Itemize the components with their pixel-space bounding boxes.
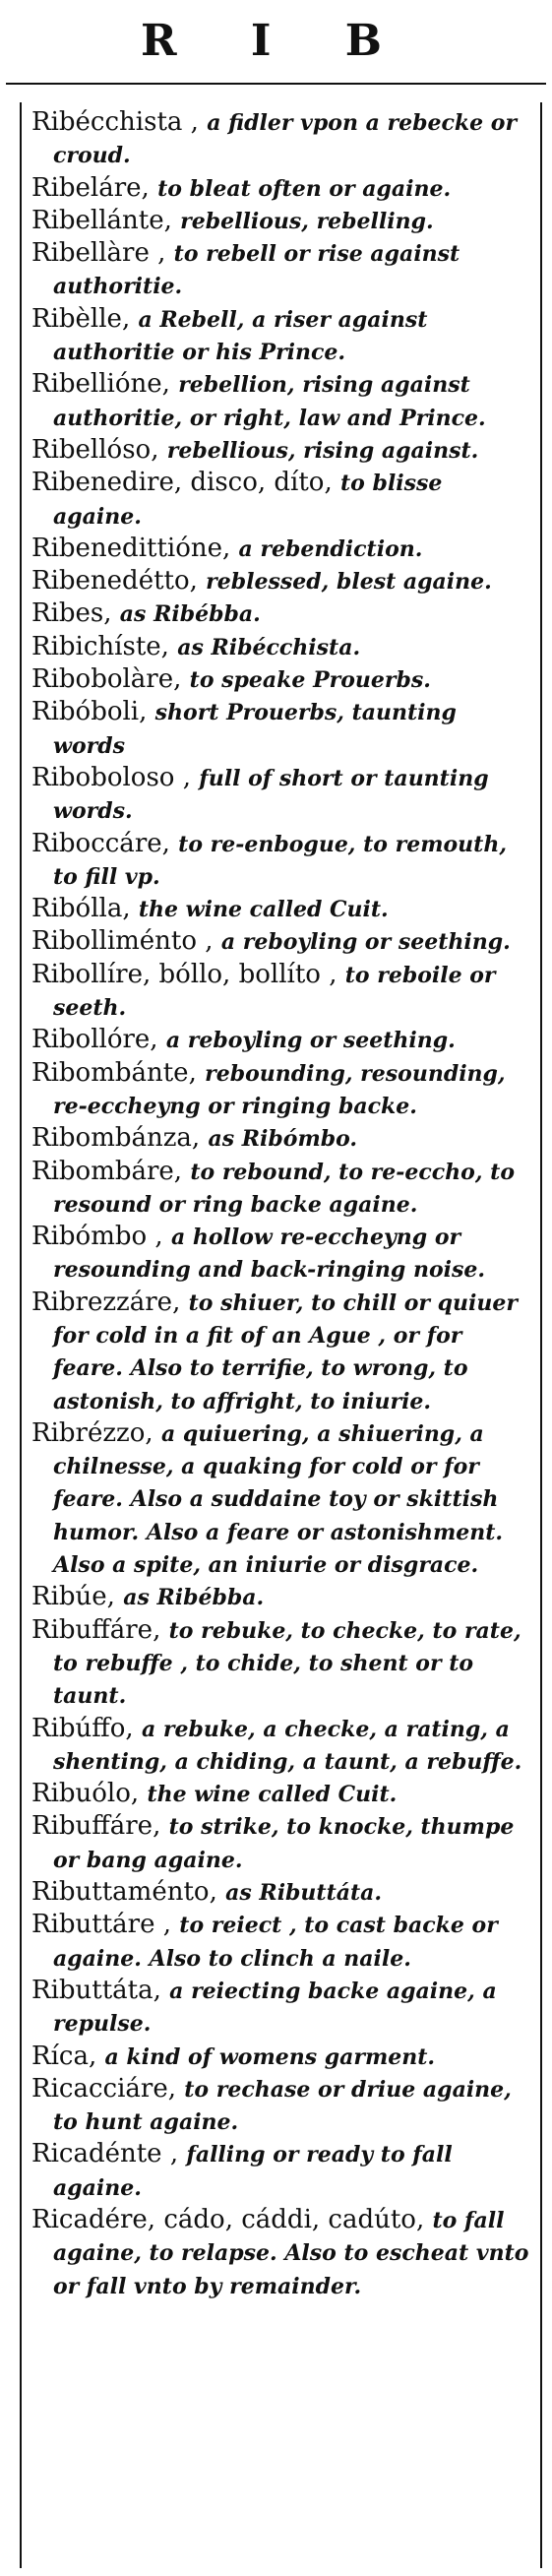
entry-headword: Ribombánte, (31, 1057, 197, 1088)
page-header-title: R I B (141, 16, 411, 66)
entry-definition: a fidler vpon a rebecke or croud. (53, 110, 518, 169)
entry-definition: a Rebell, a riser against authoritie or his Prince. (53, 306, 428, 366)
entry-headword: Ribichíste, (31, 631, 169, 661)
entry-headword: Ribellàre , (31, 238, 166, 269)
dictionary-entry (31, 1024, 532, 1056)
entry-headword: Ribellánte, (31, 205, 172, 235)
entry-headword: Ributtaménto, (31, 1877, 217, 1908)
dictionary-entry (31, 1909, 532, 1975)
entry-headword: Ribellióne, (31, 369, 170, 400)
dictionary-entry (31, 2138, 532, 2204)
entry-headword: Ribuffáre, (31, 1614, 161, 1645)
dictionary-entry (31, 959, 532, 1025)
entry-definition: a kind of womens garment. (104, 2043, 436, 2070)
entry-definition: to reiect , to cast backe or againe. Also to clinch a naile. (53, 1913, 498, 1972)
entry-headword: Ribenedire, disco, díto, (31, 468, 333, 498)
entry-definition: a reboyling or seething. (220, 929, 511, 956)
entry-definition: full of short or taunting words. (53, 765, 489, 825)
entry-headword: Ricacciáre, (31, 2073, 176, 2104)
entry-headword: Ribollíre, bóllo, bollíto , (31, 959, 337, 989)
entry-headword: Ribúe, (31, 1582, 115, 1612)
dictionary-entry (31, 663, 532, 696)
entry-definition: to rebuke, to checke, to rate, to rebuffe , to chide, to shent or to taunt. (53, 1617, 521, 1710)
entry-headword: Ribómbo , (31, 1222, 163, 1252)
entry-definition: rebellious, rising against. (166, 437, 479, 464)
entry-headword: Ribólla, (31, 894, 131, 924)
dictionary-entry (31, 467, 532, 533)
dictionary-entry (31, 1122, 532, 1155)
entry-definition: a rebendiction. (238, 535, 423, 562)
entry-headword: Ribrezzáre, (31, 1287, 181, 1317)
dictionary-entry (31, 1810, 532, 1876)
dictionary-entry (31, 828, 532, 894)
dictionary-entry (31, 565, 532, 597)
dictionary-entry (31, 1713, 532, 1779)
entry-definition: to rechase or driue againe, to hunt againe. (53, 2076, 512, 2136)
dictionary-entry (31, 893, 532, 925)
dictionary-entry (31, 762, 532, 828)
entry-headword: Ricadére, cádo, cáddi, cadúto, (31, 2205, 425, 2234)
dictionary-entry (31, 1287, 532, 1417)
entry-headword: Ribolliménto , (31, 926, 214, 957)
entry-headword: Ributtáre , (31, 1910, 172, 1940)
entry-headword: Ribenedittióne, (31, 533, 231, 563)
entry-definition: a hollow re-eccheyng or resounding and back-ringing noise. (53, 1225, 486, 1284)
entry-definition: to blisse againe. (53, 471, 443, 530)
entry-headword: Ribúffo, (31, 1713, 134, 1743)
entry-definition: rebellious, rebelling. (180, 208, 434, 234)
entry-headword: Ributtáta, (31, 1975, 161, 2005)
dictionary-entry (31, 925, 532, 958)
entry-headword: Ribrézzo, (31, 1417, 153, 1448)
dictionary-entry (31, 597, 532, 630)
entry-definition: to rebound, to re-eccho, to resound or ring backe againe. (53, 1159, 515, 1218)
entry-definition: rebellion, rising against authoritie, or right, law and Prince. (53, 372, 486, 431)
entries-column (20, 102, 542, 2568)
entry-headword: Ribuffáre, (31, 1811, 161, 1842)
dictionary-entry (31, 237, 532, 303)
entry-headword: Ribenedétto, (31, 566, 198, 597)
entry-definition: falling or ready to fall againe. (53, 2142, 453, 2201)
dictionary-entry (31, 2204, 532, 2302)
dictionary-entry (31, 533, 532, 565)
entry-headword: Ríca, (31, 2041, 97, 2071)
entry-definition: to fall againe, to relapse. Also to escheat vnto or fall vnto by remainder. (53, 2208, 529, 2299)
entry-headword: Ribombánza, (31, 1123, 201, 1154)
dictionary-entry (31, 1417, 532, 1581)
entry-definition: to speake Prouerbs. (189, 667, 431, 694)
entry-headword: Ribuólo, (31, 1779, 140, 1809)
entry-definition: to re-enbogue, to remouth, to fill vp. (53, 831, 507, 890)
entry-definition: as Ribébba. (119, 601, 261, 628)
dictionary-entry (31, 368, 532, 434)
entry-headword: Ribeláre, (31, 172, 150, 203)
entry-headword: Ribellóso, (31, 434, 159, 465)
dictionary-entry (31, 1876, 532, 1909)
entry-definition: as Ribómbo. (208, 1126, 358, 1153)
entry-definition: the wine called Cuit. (147, 1782, 398, 1808)
dictionary-entry (31, 1614, 532, 1713)
entry-definition: the wine called Cuit. (138, 897, 389, 923)
dictionary-entry (31, 1581, 532, 1613)
dictionary-entry (31, 205, 532, 237)
dictionary-entry (31, 696, 532, 762)
entry-headword: Riboccáre, (31, 828, 170, 858)
entry-headword: Ricadénte , (31, 2139, 179, 2169)
dictionary-entry (31, 2073, 532, 2139)
dictionary-entry (31, 303, 532, 369)
entry-definition: as Ribébba. (123, 1585, 265, 1611)
header-rule (6, 83, 546, 85)
entry-definition: a reiecting backe againe, a repulse. (53, 1978, 497, 2038)
dictionary-entry (31, 631, 532, 663)
dictionary-entry (31, 172, 532, 205)
entry-headword: Ribes, (31, 598, 112, 629)
dictionary-entry (31, 1975, 532, 2041)
entry-headword: Ribollóre, (31, 1025, 158, 1055)
entry-definition: rebounding, resounding, re-eccheyng or ringing backe. (53, 1060, 506, 1119)
entry-headword: Riboboloso , (31, 762, 191, 792)
entry-headword: Ribóboli, (31, 697, 148, 727)
entry-definition: to bleat often or againe. (157, 175, 452, 202)
dictionary-entry (31, 1057, 532, 1123)
entry-definition: reblessed, blest againe. (206, 569, 492, 596)
entry-definition: as Ributtáta. (225, 1880, 383, 1907)
entry-definition: as Ribécchista. (177, 634, 361, 660)
entry-headword: Ribombáre, (31, 1156, 183, 1186)
entry-definition: to strike, to knocke, thumpe or bang againe. (53, 1814, 515, 1873)
entry-definition: a rebuke, a checke, a rating, a shenting, a chiding, a taunt, a rebuffe. (53, 1716, 522, 1775)
entry-headword: Ribécchista , (31, 107, 199, 137)
entry-headword: Ribobolàre, (31, 664, 182, 695)
entry-definition: to shiuer, to chill or quiuer for cold in a fit of an Ague , or for feare. Also to terrifie, to wrong, to astonish, to affright, to iniurie. (53, 1289, 518, 1414)
dictionary-entry (31, 106, 532, 172)
entry-headword: Ribèlle, (31, 303, 131, 334)
dictionary-entry (31, 2041, 532, 2073)
dictionary-entry (31, 1156, 532, 1222)
dictionary-entry (31, 434, 532, 467)
dictionary-entry (31, 1221, 532, 1287)
entry-definition: to reboile or seeth. (53, 962, 496, 1022)
entry-definition: a quiuering, a shiuering, a chilnesse, a quaking for cold or for feare. Also a suddaine toy or skittish humor. Also a feare or astonishment. Also a spite, an iniurie or disgrace. (53, 1420, 504, 1579)
dictionary-entry (31, 1778, 532, 1810)
entry-definition: a reboyling or seething. (165, 1028, 456, 1054)
entry-definition: to rebell or rise against authoritie. (53, 241, 460, 300)
entry-definition: short Prouerbs, taunting words (53, 700, 457, 759)
